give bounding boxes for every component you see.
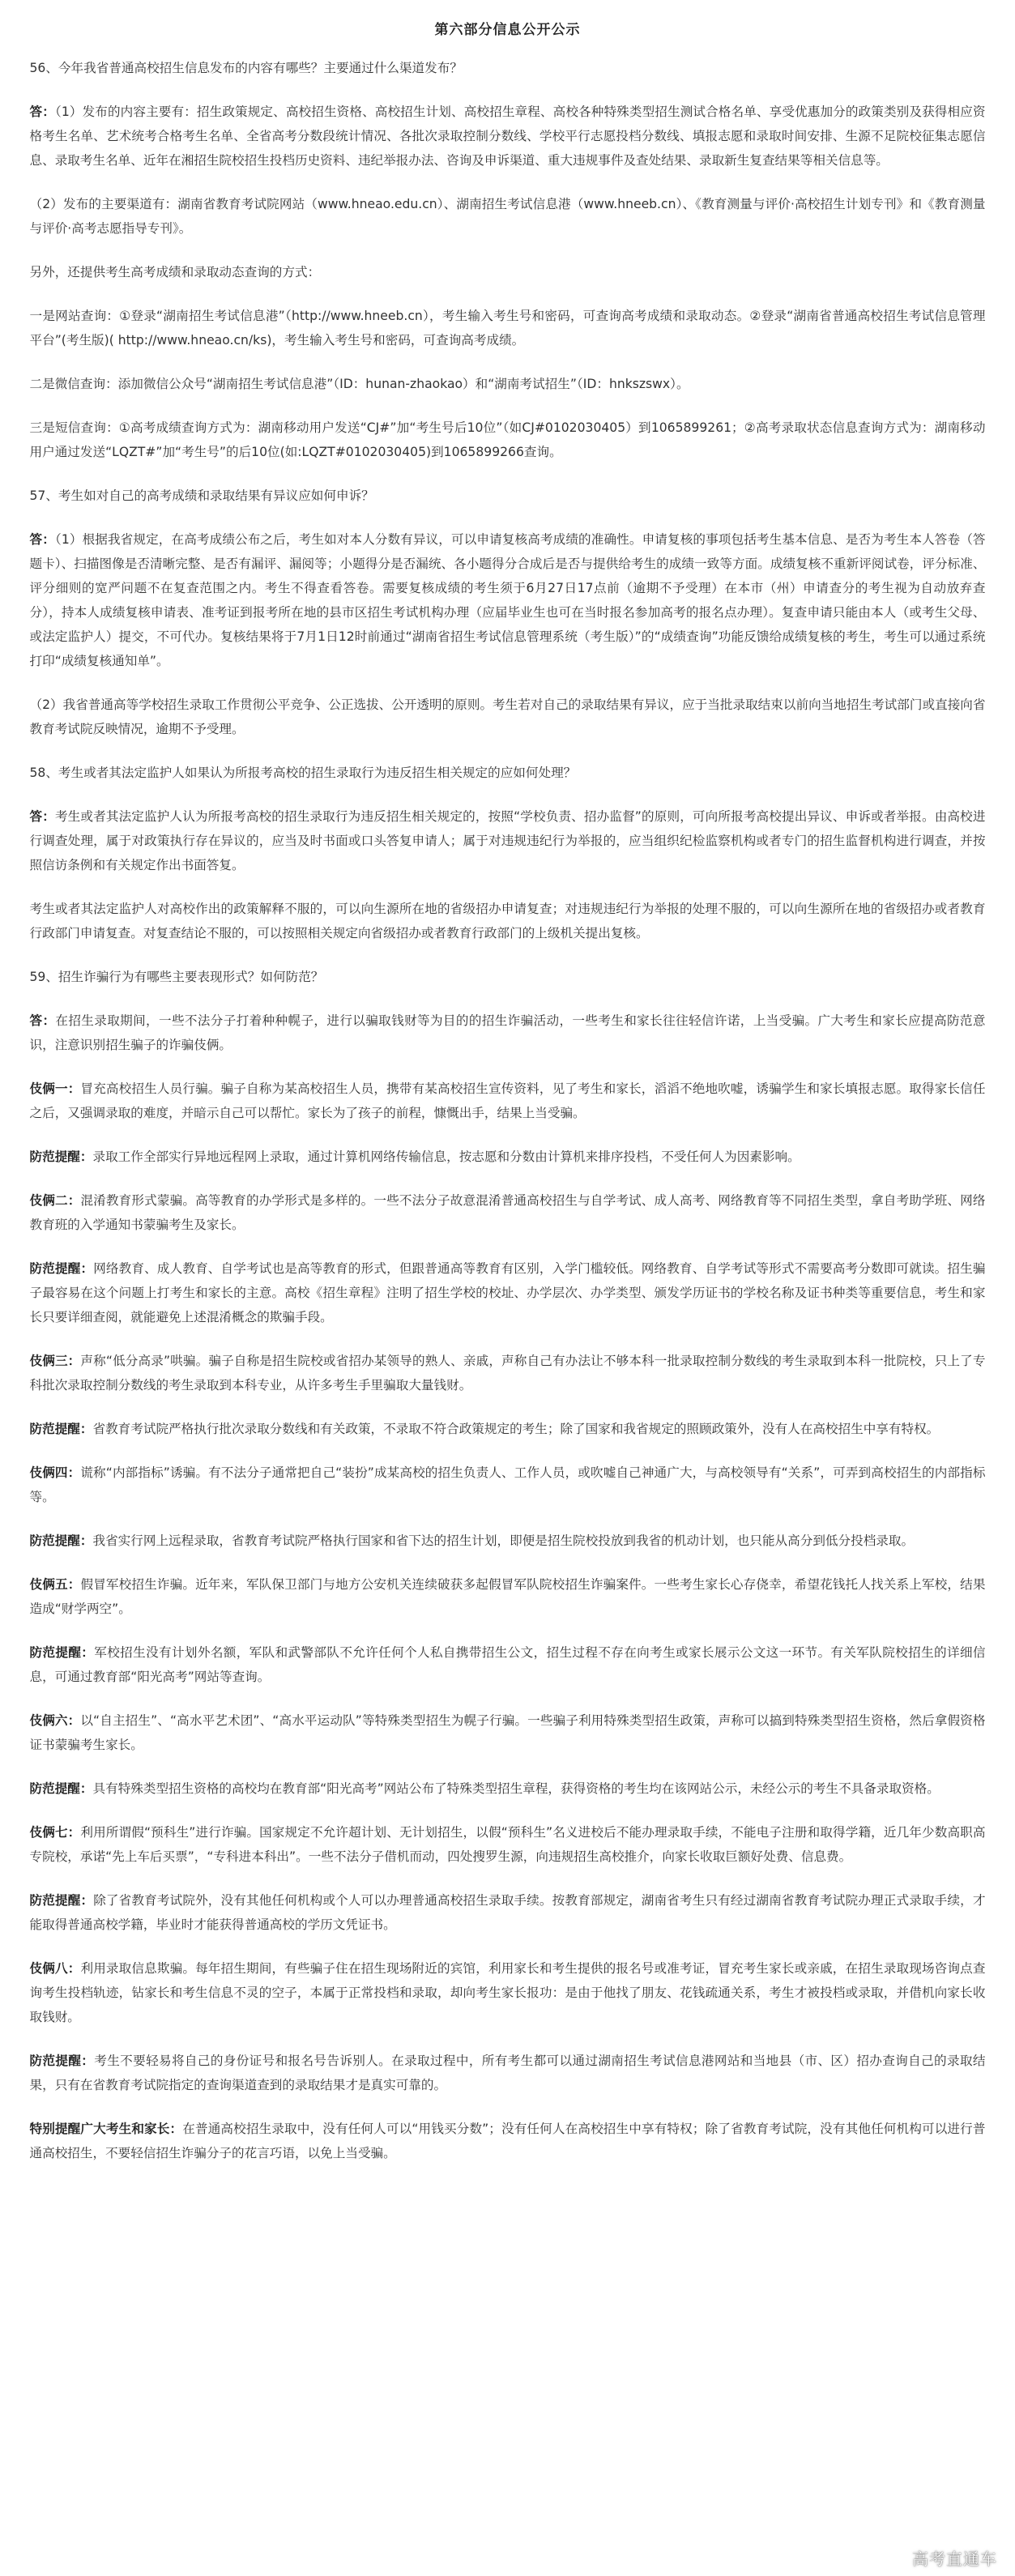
paragraph-text: （2）发布的主要渠道有：湖南省教育考试院网站（www.hneao.edu.cn）、湖南招生考试信息港（www.hneeb.cn）、《教育测量与评价·高校招生计划专刊》和《教育测量与评价·高考志愿指导专刊》。 [29,197,986,236]
paragraph-label: 防范提醒： [29,1645,95,1660]
paragraph-text: 混淆教育形式蒙骗。高等教育的办学形式是多样的。一些不法分子故意混淆普通高校招生与自学考试、成人高考、网络教育等不同招生类型，拿自考助学班、网络教育班的入学通知书蒙骗考生及家长。 [29,1193,986,1232]
paragraph-label: 伎俩八： [29,1961,81,1976]
answer-paragraph [30,1009,986,1057]
answer-paragraph [30,1349,986,1397]
paragraph-text: （1）根据我省规定，在高考成绩公布之后，考生如对本人分数有异议，可以申请复核高考成绩的准确性。申请复核的事项包括考生基本信息、是否为考生本人答卷（答题卡）、扫描图像是否清晰完整、是否有漏评、漏阅等；小题得分是否漏统、各小题得分合成后是否与提供给考生的成绩一致等方面。成绩复核不重新评阅试卷，评分标准、评分细则的宽严问题不在复查范围之内。考生不得查看答卷。需要复核成绩的考生须于6月27日17点前（逾期不予受理）在本市（州）申请查分的考生视为自动放弃查分），持本人成绩复核申请表、准考证到报考所在地的县市区招生考试机构办理（应届毕业生也可在当时报名参加高考的报名点办理）。复查申请只能由本人（或考生父母、或法定监护人）提交，不可代办。复核结果将于7月1日12时前通过“湖南省招生考试信息管理系统（考生版）”的“成绩查询”功能反馈给成绩复核的考生，考生可以通过系统打印“成绩复核通知单”。 [29,532,986,668]
answer-paragraph [30,1708,986,1757]
paragraph-text: 利用所谓假“预科生”进行诈骗。国家规定不允许超计划、无计划招生，以假“预科生”名义进校后不能办理录取手续，不能电子注册和取得学籍，近几年少数高职高专院校，承诺“先上车后买票”，“专科进本科出”。一些不法分子借机而动，四处搜罗生源，向违规招生高校推介，向家长收取巨额好处费、信息费。 [29,1825,986,1864]
document-page [30,0,986,2165]
question-heading: 57、考生如对自己的高考成绩和录取结果有异议应如何申诉？ [29,488,374,503]
paragraph-text: 除了省教育考试院外，没有其他任何机构或个人可以办理普通高校招生录取手续。按教育部规定，湖南省考生只有经过湖南省教育考试院办理正式录取手续，才能取得普通高校学籍，毕业时才能获得普通高校的学历文凭证书。 [29,1893,986,1932]
answer-paragraph [30,897,986,945]
answer-paragraph [30,304,986,352]
paragraph-label: 伎俩一： [29,1081,81,1096]
paragraph-label: 特别提醒广大考生和家长： [29,2122,183,2136]
question-heading: 56、今年我省普通高校招生信息发布的内容有哪些？主要通过什么渠道发布？ [29,61,463,75]
paragraph-label: 伎俩二： [29,1193,81,1208]
answer-paragraph [30,527,986,673]
answer-paragraph [30,1640,986,1689]
answer-paragraph [30,1776,986,1801]
paragraph-text: 我省实行网上远程录取，省教育考试院严格执行国家和省下达的招生计划，即便是招生院校投放到我省的机动计划，也只能从高分到低分投档录取。 [92,1533,915,1548]
paragraph-label: 防范提醒： [29,1781,93,1796]
answer-paragraph [30,1145,986,1169]
paragraph-text: 谎称“内部指标”诱骗。有不法分子通常把自己“装扮”成某高校的招生负责人、工作人员，或吹嘘自己神通广大，与高校领导有“关系”，可弄到高校招生的内部指标等。 [29,1465,986,1504]
paragraph-text: （1）发布的内容主要有：招生政策规定、高校招生资格、高校招生计划、高校招生章程、高校各种特殊类型招生测试合格名单、享受优惠加分的政策类别及获得相应资格考生名单、艺术统考合格考生名单、全省高考分数段统计情况、各批次录取控制分数线、学校平行志愿投档分数线、填报志愿和录取时间安排、生源不足院校征集志愿信息、录取考生名单、近年在湘招生院校招生投档历史资料、违纪举报办法、咨询及申诉渠道、重大违规事件及查处结果、录取新生复查结果等相关信息等。 [29,104,986,168]
paragraph-label: 防范提醒： [29,1893,94,1908]
paragraph-text: 考生或者其法定监护人认为所报考高校的招生录取行为违反招生相关规定的，按照“学校负责、招办监督”的原则，可向所报考高校提出异议、申诉或者举报。由高校进行调查处理，属于对政策执行存在异议的，应当及时书面或口头答复申请人；属于对违规违纪行为举报的，应当组织纪检监察机构或者专门的招生监督机构进行调查，并按照信访条例和有关规定作出书面答复。 [29,809,986,872]
paragraph-text: 在招生录取期间，一些不法分子打着种种幌子，进行以骗取钱财等为目的的招生诈骗活动，一些考生和家长往往轻信许诺，上当受骗。广大考生和家长应提高防范意识，注意识别招生骗子的诈骗伎俩。 [29,1013,986,1052]
paragraph-label: 伎俩五： [29,1577,81,1592]
paragraph-text: 省教育考试院严格执行批次录取分数线和有关政策，不录取不符合政策规定的考生；除了国家和我省规定的照顾政策外，没有人在高校招生中享有特权。 [92,1422,940,1436]
paragraph-text: 考生或者其法定监护人对高校作出的政策解释不服的，可以向生源所在地的省级招办申请复查；对违规违纪行为举报的处理不服的，可以向生源所在地的省级招办或者教育行政部门申请复查。对复查结论不服的，可以按照相关规定向省级招办或者教育行政部门的上级机关提出复核。 [29,902,986,940]
paragraph-text: 考生不要轻易将自己的身份证号和报名号告诉别人。在录取过程中，所有考生都可以通过湖南招生考试信息港网站和当地县（市、区）招办查询自己的录取结果，只有在省教育考试院指定的查询渠道查到的录取结果才是真实可靠的。 [29,2054,986,2092]
paragraph-text: 三是短信查询：①高考成绩查询方式为：湖南移动用户发送“CJ#”加“考生号后10位”（如CJ#0102030405）到1065899261；②高考录取状态信息查询方式为：湖南移动用户通过发送“LQZT#”加“考生号”的后10位(如:LQZT#0102030405)到1065899266查询。 [29,420,986,459]
answer-paragraph [30,1256,986,1329]
document-body [30,56,986,2165]
question-heading: 58、考生或者其法定监护人如果认为所报考高校的招生录取行为违反招生相关规定的应如何处理？ [29,766,577,780]
answer-paragraph [30,372,986,396]
paragraph-text: 另外，还提供考生高考成绩和录取动态查询的方式： [29,265,321,279]
paragraph-label: 防范提醒： [29,1533,93,1548]
answer-paragraph [30,1461,986,1509]
paragraph-label: 答： [29,532,55,547]
paragraph-text: 声称“低分高录”哄骗。骗子自称是招生院校或省招办某领导的熟人、亲戚，声称自己有办法让不够本科一批录取控制分数线的考生录取到本科一批院校，只上了专科批次录取控制分数线的考生录取到本科专业，从许多考生手里骗取大量钱财。 [29,1354,986,1392]
paragraph-text: 一是网站查询：①登录“湖南招生考试信息港”（http://www.hneeb.cn），考生输入考生号和密码，可查询高考成绩和录取动态。②登录“湖南省普通高校招生考试信息管理平台”(考生版)( http://www.hneao.cn/ks)，考生输入考生号和密码，可查询高考成绩。 [29,309,986,348]
answer-paragraph [30,1417,986,1441]
paragraph-label: 防范提醒： [29,1149,93,1164]
paragraph-text: 在普通高校招生录取中，没有任何人可以“用钱买分数”；没有任何人在高校招生中享有特权；除了省教育考试院，没有其他任何机构可以进行普通高校招生，不要轻信招生诈骗分子的花言巧语，以免上当受骗。 [29,2122,986,2160]
question-heading: 59、招生诈骗行为有哪些主要表现形式？如何防范？ [29,970,324,984]
paragraph-text: 军校招生没有计划外名额，军队和武警部队不允许任何个人私自携带招生公文，招生过程不存在向考生或家长展示公文这一环节。有关军队院校招生的详细信息，可通过教育部“阳光高考”网站等查询。 [29,1645,986,1684]
paragraph-text: 利用录取信息欺骗。每年招生期间，有些骗子住在招生现场附近的宾馆，利用家长和考生提供的报名号或准考证，冒充考生家长或亲戚，在招生录取现场咨询点查询考生投档轨迹，钻家长和考生信息不灵的空子，本属于正常投档和录取，却向考生家长报功：是由于他找了朋友、花钱疏通关系，考生才被投档或录取，并借机向家长收取钱财。 [29,1961,986,2024]
answer-paragraph [30,1888,986,1937]
answer-paragraph [30,1572,986,1621]
answer-paragraph [30,1077,986,1125]
paragraph-text: 假冒军校招生诈骗。近年来，军队保卫部门与地方公安机关连续破获多起假冒军队院校招生诈骗案件。一些考生家长心存侥幸，希望花钱托人找关系上军校，结果造成“财学两空”。 [29,1577,986,1616]
paragraph-text: 二是微信查询：添加微信公众号“湖南招生考试信息港”（ID：hunan-zhaokao）和“湖南考试招生”（ID：hnkszswx）。 [29,377,689,391]
answer-paragraph [30,1529,986,1553]
answer-paragraph [30,1188,986,1237]
paragraph-text: 具有特殊类型招生资格的高校均在教育部“阳光高考”网站公布了特殊类型招生章程，获得资格的考生均在该网站公示，未经公示的考生不具备录取资格。 [92,1781,940,1796]
paragraph-label: 伎俩六： [29,1713,81,1728]
answer-paragraph [30,260,986,284]
answer-paragraph [30,2117,986,2165]
paragraph-label: 答： [29,1013,56,1028]
answer-paragraph [30,416,986,464]
answer-paragraph [30,1820,986,1869]
paragraph-label: 答： [29,809,55,824]
answer-paragraph [30,804,986,877]
paragraph-label: 答： [29,104,55,119]
answer-paragraph [30,693,986,741]
paragraph-text: 冒充高校招生人员行骗。骗子自称为某高校招生人员，携带有某高校招生宣传资料，见了考生和家长，滔滔不绝地吹嘘，诱骗学生和家长填报志愿。取得家长信任之后，又强调录取的难度，并暗示自己可以帮忙。家长为了孩子的前程，慷慨出手，结果上当受骗。 [29,1081,986,1120]
paragraph-label: 防范提醒： [29,1261,94,1276]
paragraph-text: 录取工作全部实行异地远程网上录取，通过计算机网络传输信息，按志愿和分数由计算机来排序投档，不受任何人为因素影响。 [92,1149,800,1164]
page-title: 第六部分信息公开公示 [434,22,581,38]
paragraph-text: 以“自主招生”、“高水平艺术团”、“高水平运动队”等特殊类型招生为幌子行骗。一些骗子利用特殊类型招生政策，声称可以搞到特殊类型招生资格，然后拿假资格证书蒙骗考生家长。 [29,1713,986,1752]
paragraph-label: 伎俩四： [29,1465,81,1480]
answer-paragraph [30,2049,986,2097]
paragraph-label: 防范提醒： [29,2054,95,2068]
paragraph-label: 防范提醒： [29,1422,93,1436]
watermark: 高考直通车 [912,2549,997,2569]
paragraph-label: 伎俩三： [29,1354,81,1368]
answer-paragraph [30,100,986,173]
paragraph-text: 网络教育、成人教育、自学考试也是高等教育的形式，但跟普通高等教育有区别，入学门槛较低。网络教育、自学考试等形式不需要高考分数即可就读。招生骗子最容易在这个问题上打考生和家长的主意。高校《招生章程》注明了招生学校的校址、办学层次、办学类型、颁发学历证书的学校名称及证书种类等重要信息，考生和家长只要详细查阅，就能避免上述混淆概念的欺骗手段。 [29,1261,986,1324]
paragraph-text: （2）我省普通高等学校招生录取工作贯彻公平竞争、公正选拔、公开透明的原则。考生若对自己的录取结果有异议，应于当批录取结束以前向当地招生考试部门或直接向省教育考试院反映情况，逾期不予受理。 [29,697,986,736]
answer-paragraph [30,192,986,241]
answer-paragraph [30,1956,986,2029]
paragraph-label: 伎俩七： [29,1825,81,1840]
